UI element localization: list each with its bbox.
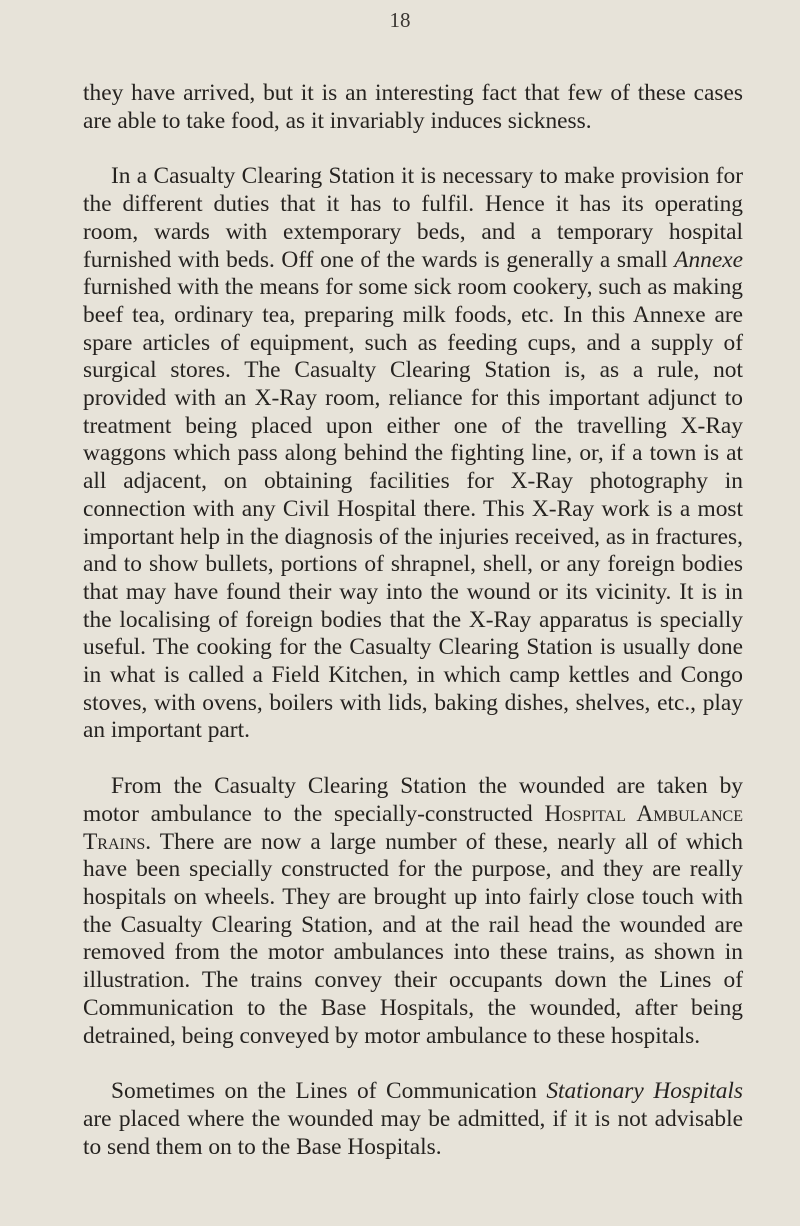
paragraph-2-text-a: In a Casualty Clearing Station it is necessary to make provision for the different duties that it has to fulfil. Hence it has its operating room, wards with extemporary beds, and a temporary hospital furnished with beds. Off one of the wards is generally a small [83, 163, 743, 273]
paragraph-4-italic: Stationary Hospitals [546, 1078, 744, 1105]
paragraph-3-text-a: From the Casualty Clearing Station the wounded are taken by motor ambulance to the specially-constructed [83, 773, 743, 827]
body-text [83, 80, 743, 1161]
paragraph-1 [83, 80, 743, 135]
paragraph-3 [83, 773, 743, 1050]
paragraph-3-smallcaps: Hospital Ambulance Trains [83, 800, 743, 855]
paragraph-3-text-b: . There are now a large number of these, nearly all of which have been specially constructed for the purpose, and they are really hospitals on wheels. They are brought up into fairly close touch with the Casualty Clearing Station, and at the rail head the wounded are removed from the motor ambulances into these trains, as shown in illustration. The trains convey their occupants down the Lines of Communication to the Base Hospitals, the wounded, after being detrained, being conveyed by motor ambulance to these hospitals. [83, 828, 743, 1049]
paragraph-4-text-a: Sometimes on the Lines of Communication [111, 1078, 547, 1105]
paragraph-4 [83, 1078, 743, 1161]
paragraph-4-text-b: are placed where the wounded may be admitted, if it is not advisable to send them on to the Base Hospitals. [83, 1105, 743, 1160]
page-number: 18 [389, 8, 411, 32]
paragraph-2-text-b: furnished with the means for some sick room cookery, such as making beef tea, ordinary tea, preparing milk foods, etc. In this Annexe are spare articles of equipment, such as feeding cups, and a supply of surgical stores. The Casualty Clearing Station is, as a rule, not provided with an X-Ray room, reliance for this important adjunct to treatment being placed upon either one of the travelling X-Ray waggons which pass along behind the fighting line, or, if a town is at all adjacent, on obtaining facilities for X-Ray photography in connection with any Civil Hospital there. This X-Ray work is a most important help in the diagnosis of the injuries received, as in fractures, and to show bullets, portions of shrapnel, shell, or any foreign bodies that may have found their way into the wound or its vicinity. It is in the localising of foreign bodies that the X-Ray apparatus is specially useful. The cooking for the Casualty Clearing Station is usually done in what is called a Field Kitchen, in which camp kettles and Congo stoves, with ovens, boilers with lids, baking dishes, shelves, etc., play an important part. [83, 274, 743, 744]
paragraph-2 [83, 163, 743, 745]
paragraph-2-italic: Annexe [674, 246, 743, 273]
paragraph-1-text: they have arrived, but it is an interesting fact that few of these cases are able to take food, as it invariably induces sickness. [83, 80, 743, 134]
